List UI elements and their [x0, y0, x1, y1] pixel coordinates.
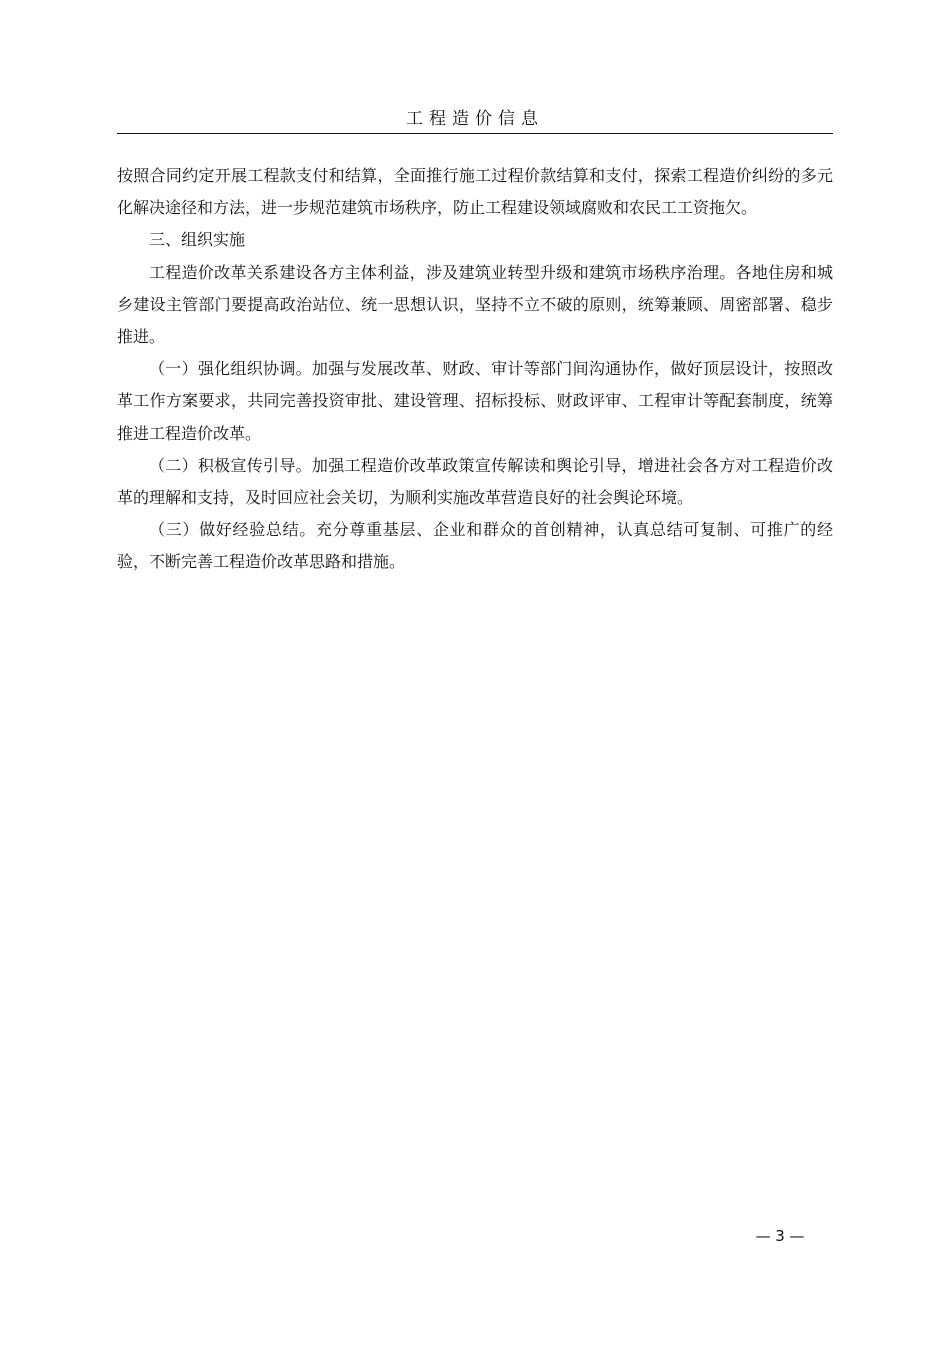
paragraph-item-2: （二）积极宣传引导。加强工程造价改革政策宣传解读和舆论引导，增进社会各方对工程造价改革的理解和支持，及时回应社会关切，为顺利实施改革营造良好的社会舆论环境。 — [117, 455, 833, 508]
paragraph-item-3: （三）做好经验总结。充分尊重基层、企业和群众的首创精神，认真总结可复制、可推广的经验，不断完善工程造价改革思路和措施。 — [117, 520, 833, 572]
page-number: — 3 — — [755, 1227, 805, 1245]
section-heading-organization: 三、组织实施 — [149, 230, 246, 250]
header-divider — [117, 133, 833, 134]
paragraph-continuation: 按照合同约定开展工程款支付和结算，全面推行施工过程价款结算和支付，探索工程造价纠纷的多元化解决途径和方法，进一步规范建筑市场秩序，防止工程建设领域腐败和农民工工资拖欠。 — [117, 166, 833, 218]
document-body — [117, 160, 833, 579]
paragraph-intro: 工程造价改革关系建设各方主体利益，涉及建筑业转型升级和建筑市场秩序治理。各地住房和城乡建设主管部门要提高政治站位、统一思想认识，坚持不立不破的原则，统筹兼顾、周密部署、稳步推进。 — [117, 262, 833, 347]
page-header-title: 工程造价信息 — [406, 109, 544, 129]
paragraph-item-1: （一）强化组织协调。加强与发展改革、财政、审计等部门间沟通协作，做好顶层设计，按照改革工作方案要求，共同完善投资审批、建设管理、招标投标、财政评审、工程审计等配套制度，统筹推进工程造价改革。 — [117, 359, 833, 443]
